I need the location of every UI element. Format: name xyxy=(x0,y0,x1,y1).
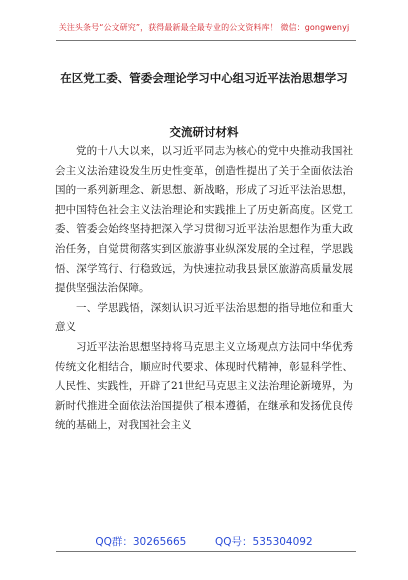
header-divider xyxy=(56,40,356,41)
footer-divider xyxy=(56,551,356,552)
body-paragraph-intro: 党的十八大以来，以习近平同志为核心的党中央推动我国社会主义法治建设发生历史性变革，创造性提出了关于全面依法治国的一系列新理念、新思想、新战略，形成了习近平法治思想，把中国特色社会主义法治理论和实践推上了历史新高度。区党工委、管委会始终坚持把深入学习贯彻习近平法治思想作为重大政治任务，自觉贯彻落实到区旅游事业纵深发展的全过程，学思践悟、深学笃行、行稳致远，为快速拉动我县景区旅游高质量发展提供坚强法治保障。 xyxy=(55,145,353,295)
footer-qq-group: QQ群：30265665 xyxy=(95,536,187,548)
header-banner: 关注头条号“公文研究”，获得最新最全最专业的公文资料库！ 微信：gongwenyj xyxy=(58,23,350,32)
document-body xyxy=(55,142,353,436)
section-heading-1: 一、学思践悟，深刻认识习近平法治思想的指导地位和重大意义 xyxy=(55,301,353,334)
document-title-line-1: 在区党工委、管委会理论学习中心组习近平法治思想学习 xyxy=(60,71,348,85)
footer-qq-number: QQ号：535304092 xyxy=(215,536,313,548)
body-paragraph-section-1: 习近平法治思想坚持将马克思主义立场观点方法同中华优秀传统文化相结合，顺应时代要求、体现时代精神，彰显科学性、人民性、实践性，开辟了21世纪马克思主义法治理论新境界，为新时代推进全面依法治国提供了根本遵循，在继承和发扬优良传统的基础上，对我国社会主义 xyxy=(55,340,353,432)
footer-contact xyxy=(0,534,408,549)
document-title-line-2: 交流研讨材料 xyxy=(169,125,239,139)
document-title xyxy=(0,70,408,140)
